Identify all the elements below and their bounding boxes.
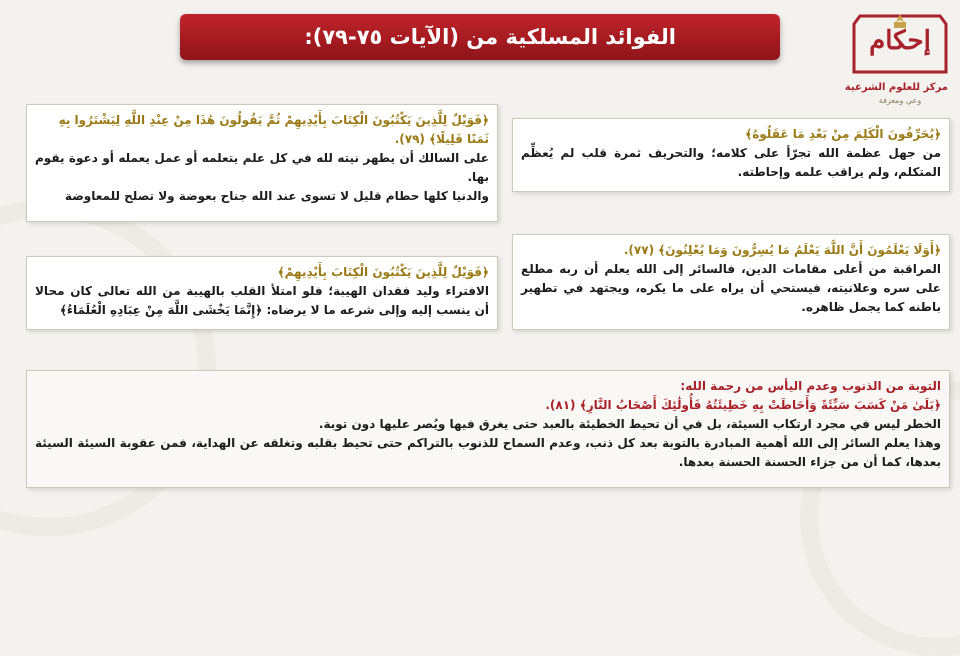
card-heading: التوبة من الذنوب وعدم اليأس من رحمة الله: <box>680 379 941 393</box>
page-title: الفوائد المسلكية من (الآيات ٧٥-٧٩): <box>304 25 676 49</box>
card-verse: ﴿أَوَلَا يَعْلَمُونَ أَنَّ اللَّهَ يَعْلَمُ مَا يُسِرُّونَ وَمَا يُعْلِنُونَ﴾ (٧٧). <box>623 243 941 257</box>
card-verse: ﴿يُحَرِّفُونَ الْكَلِمَ مِنْ بَعْدِ مَا عَقَلُوهُ﴾ <box>745 127 941 141</box>
logo <box>844 10 954 114</box>
card-repentance <box>26 370 950 488</box>
card-woe-writers <box>26 104 498 222</box>
card-text: وهذا يعلم السائر إلى الله أهمية المبادرة بالتوبة بعد كل ذنب، وعدم السماح للذنوب بالتراكم حتى تحيط بقلبه وتغلقه عن الهداية، فمن عقوبة السيئة السيئة بعدها، كما أن من جزاء الحسنة الحسنة بعدها. <box>35 436 941 469</box>
card-watchfulness <box>512 234 950 330</box>
logo-wordmark: إحكام <box>869 26 931 56</box>
title-banner <box>180 14 780 60</box>
card-fabrication <box>26 256 498 330</box>
card-text: المراقبة من أعلى مقامات الدين، فالسائر إلى الله يعلم أن ربه مطلع على سره وعلانيته، فيستحي أن يراه على ما يكره، ويجتهد في تطهير باطنه كما يجمل ظاهره. <box>521 262 941 314</box>
card-verse: ﴿فَوَيْلٌ لِلَّذِينَ يَكْتُبُونَ الْكِتَابَ بِأَيْدِيهِمْ ثُمَّ يَقُولُونَ هَٰذَا مِنْ عِنْدِ اللَّهِ لِيَشْتَرُوا بِهِ ثَمَنًا قَلِيلًا﴾ (٧٩). <box>58 113 489 146</box>
card-text: الخطر ليس في مجرد ارتكاب السيئة، بل في أن تحيط الخطيئة بالعبد حتى يغرق فيها ويُصر عليها دون توبة. <box>318 417 941 431</box>
card-verse: ﴿فَوَيْلٌ لِلَّذِينَ يَكْتُبُونَ الْكِتَابَ بِأَيْدِيهِمْ﴾ <box>277 265 489 279</box>
logo-subtagline: وعي ومعرفة <box>878 96 922 105</box>
card-text: الافتراء وليد فقدان الهيبة؛ فلو امتلأ القلب بالهيبة من الله تعالى كان محالا أن ينسب إليه وإلى شرعه ما لا يرضاه: ﴿إِنَّمَا يَخْشَى اللَّهَ مِنْ عِبَادِهِ الْعُلَمَاءُ﴾ <box>35 284 489 317</box>
card-text: والدنيا كلها حطام قليل لا تسوى عند الله جناح بعوضة ولا تصلح للمعاوضة <box>64 189 489 203</box>
card-text: من جهل عظمة الله تجرّأ على كلامه؛ والتحريف ثمرة قلب لم يُعظِّم المتكلم، ولم يراقب علمه وإحاطته. <box>521 146 941 179</box>
card-text: على السالك أن يطهر نيته لله في كل علم يتعلمه أو عمل يعمله أو دعوة يقوم بها. <box>35 151 489 184</box>
card-verse: ﴿بَلَىٰ مَنْ كَسَبَ سَيِّئَةً وَأَحَاطَتْ بِهِ خَطِيئَتُهُ فَأُولَٰئِكَ أَصْحَابُ النَّارِ﴾ (٨١). <box>545 398 941 412</box>
logo-tagline: مركز للعلوم الشرعية <box>844 82 948 93</box>
card-distortion <box>512 118 950 192</box>
